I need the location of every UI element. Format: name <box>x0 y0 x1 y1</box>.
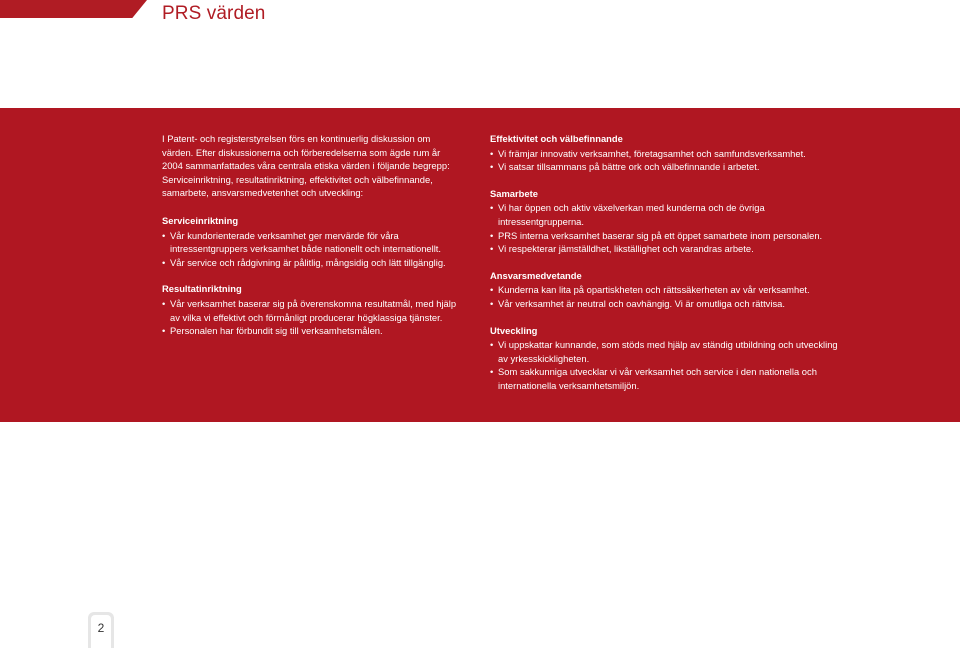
page-number: 2 <box>91 615 111 648</box>
bullet-icon: • <box>490 297 494 309</box>
bullet-icon: • <box>490 161 494 173</box>
section-heading: Utveckling <box>490 324 538 336</box>
bullet-list <box>162 297 462 338</box>
bullet-list <box>162 229 462 270</box>
bullet-icon: • <box>490 229 494 241</box>
section-heading: Samarbete <box>490 187 538 199</box>
list-item-text: Som sakkunniga utvecklar vi vår verksamhet och service i den nationella och internationella verksamhetsmiljön. <box>498 366 817 391</box>
list-item <box>490 201 850 228</box>
list-item-text: Vår service och rådgivning är pålitlig, mångsidig och lätt tillgänglig. <box>170 256 446 268</box>
list-item-text: Personalen har förbundit sig till verksamhetsmålen. <box>170 325 383 337</box>
list-item <box>490 338 850 365</box>
bullet-icon: • <box>490 147 494 159</box>
list-item <box>490 160 850 174</box>
list-item <box>490 147 850 161</box>
section-serviceinriktning <box>162 214 462 269</box>
list-item <box>162 256 462 270</box>
list-item <box>162 324 462 338</box>
section-heading: Serviceinriktning <box>162 214 239 226</box>
list-item-text: Vi satsar tillsammans på bättre ork och välbefinnande i arbetet. <box>498 161 760 173</box>
section-samarbete <box>490 187 850 256</box>
bullet-icon: • <box>162 256 166 268</box>
bullet-list <box>490 283 850 310</box>
list-item <box>162 297 462 324</box>
section-utveckling <box>490 324 850 393</box>
bullet-list <box>490 338 850 392</box>
list-item-text: PRS interna verksamhet baserar sig på ett öppet samarbete inom personalen. <box>498 229 823 241</box>
list-item <box>490 365 850 392</box>
list-item <box>490 283 850 297</box>
section-ansvarsmedvetande <box>490 269 850 311</box>
section-heading: Resultatinriktning <box>162 283 242 295</box>
list-item-text: Vi främjar innovativ verksamhet, företagsamhet och samfundsverksamhet. <box>498 147 806 159</box>
list-item-text: Kunderna kan lita på opartiskheten och rättssäkerheten av vår verksamhet. <box>498 284 810 296</box>
list-item <box>490 229 850 243</box>
list-item-text: Vår verksamhet baserar sig på överenskomna resultatmål, med hjälp av vilka vi effektivt och förmånligt producerar högklassiga tjänster. <box>170 297 457 323</box>
section-resultatinriktning <box>162 282 462 337</box>
list-item-text: Vi respekterar jämställdhet, likställighet och varandras arbete. <box>498 243 754 255</box>
list-item-text: Vi har öppen och aktiv växelverkan med kunderna och de övriga intressentgrupperna. <box>498 202 765 227</box>
list-item-text: Vår kundorienterade verksamhet ger mervärde för våra intressentgruppers verksamhet både nationellt och internationellt. <box>170 229 441 255</box>
section-effektivitet <box>490 132 850 174</box>
bullet-icon: • <box>162 297 166 309</box>
page-number-tab <box>88 612 114 648</box>
left-column <box>162 132 462 351</box>
bullet-icon: • <box>490 243 494 255</box>
list-item-text: Vår verksamhet är neutral och oavhängig. Vi är omutliga och rättvisa. <box>498 297 785 309</box>
page-title: PRS värden <box>162 3 266 24</box>
list-item <box>490 297 850 311</box>
bullet-icon: • <box>490 339 494 351</box>
intro-paragraph: I Patent- och registerstyrelsen förs en kontinuerlig diskussion om värden. Efter diskussionerna och förberedelserna som ägde rum år 2004 sammanfattades våra centrala etiska värden i följande begrepp: Serviceinriktning, resultatinriktning, effektivitet och välbefinnande, samarbete, ansvarsmedvetenhet och utveckling: <box>162 133 450 199</box>
bullet-icon: • <box>490 284 494 296</box>
section-heading: Ansvarsmedvetande <box>490 269 582 281</box>
bullet-list <box>490 147 850 174</box>
list-item <box>490 242 850 256</box>
bullet-icon: • <box>162 229 166 241</box>
list-item <box>162 229 462 256</box>
right-column <box>490 132 850 406</box>
section-heading: Effektivitet och välbefinnande <box>490 133 623 144</box>
bullet-list <box>490 201 850 255</box>
list-item-text: Vi uppskattar kunnande, som stöds med hjälp av ständig utbildning och utveckling av yrkesskickligheten. <box>498 339 838 364</box>
bullet-icon: • <box>490 366 494 378</box>
bullet-icon: • <box>490 202 494 214</box>
corner-tab-decoration <box>0 0 147 18</box>
bullet-icon: • <box>162 325 166 337</box>
